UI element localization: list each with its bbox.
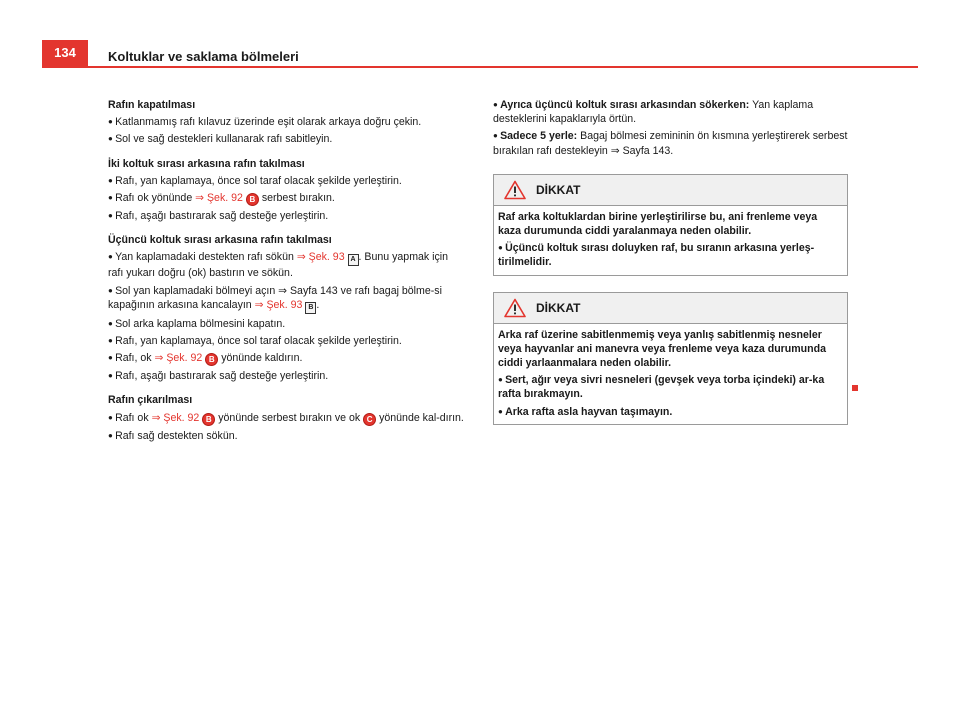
section-heading: Üçüncü koltuk sırası arkasına rafın takılması [108,234,332,247]
section-heading: İki koltuk sırası arkasına rafın takılması [108,157,305,170]
warning-content [494,324,847,424]
list-item: ● Rafı, aşağı bastırarak sağ desteğe yerleştirin. [108,209,464,223]
text: . [316,298,320,311]
figure-link[interactable]: ⇒ Şek. 92 [154,352,203,365]
list-item [108,191,464,206]
figure-link[interactable]: ⇒ Şek. 93 [254,298,303,311]
warning-box [493,292,848,425]
figure-marker-b: B [202,413,215,426]
list-item [108,411,464,426]
warning-header [494,175,847,206]
list-item [493,129,848,157]
list-item: ● Rafı, yan kaplamaya, önce sol taraf olacak şekilde yerleştirin. [108,334,464,348]
list-item [108,351,464,366]
text: Rafı, ok [115,352,152,365]
warning-triangle-icon [504,180,526,200]
list-item: ● Sol arka kaplama bölmesini kapatın. [108,317,464,331]
warning-content [494,206,847,275]
emphasis: Sadece 5 yerle: [500,130,578,143]
text: serbest bırakın. [261,192,335,205]
section-closing-shelf [108,98,464,147]
text: Rafı ok yönünde [115,192,193,205]
list-item [108,284,464,314]
list-item: ● Sert, ağır veya sivri nesneleri (gevşek veya torba içindeki) ar-ka rafta bırakmayın. [498,373,841,401]
list-item: ● Rafı, yan kaplamaya, önce sol taraf olacak şekilde yerleştirin. [108,174,464,188]
text: . Bunu yapmak için rafı yukarı doğru (ok) bastırın ve sökün. [108,251,449,280]
chapter-title: Koltuklar ve saklama bölmeleri [108,49,299,64]
emphasis: Ayrıca üçüncü koltuk sırası arkasından sökerken: [500,99,750,111]
list-item [493,98,848,126]
left-column [108,98,464,446]
section-removing-shelf [108,393,464,442]
section-install-two-rows [108,157,464,224]
list-item [108,250,464,280]
warning-header [494,293,847,324]
text: yönünde kaldırın. [221,352,303,365]
list-item: ● Rafı, aşağı bastırarak sağ desteğe yerleştirin. [108,369,464,383]
section-heading: Rafın kapatılması [108,99,196,111]
right-column [493,98,848,425]
page-header [0,0,960,70]
figure-link[interactable]: ⇒ Şek. 92 [195,192,243,205]
warning-title: DİKKAT [536,182,581,197]
warning-title: DİKKAT [536,300,581,315]
figure-marker-b: B [246,193,259,206]
text: Rafı ok [115,411,149,424]
figure-marker-b: B [305,302,316,314]
text: Yan kaplamadaki destekten rafı sökün [115,251,294,264]
warning-text: Arka raf üzerine sabitlenmemiş veya yanlış sabitlenmiş nesneler veya hayvanlar ani manevra veya frenleme veya kaza durumunda ciddi yarlaanmalara neden olabilir. [498,328,826,370]
end-of-section-marker [852,385,858,391]
figure-marker-a: A [348,254,359,266]
figure-link[interactable]: ⇒ Şek. 92 [151,411,200,424]
page-number: 134 [42,40,88,66]
list-item: ● Arka rafta asla hayvan taşımayın. [498,405,841,419]
figure-link[interactable]: ⇒ Şek. 93 [296,251,345,264]
section-install-third-row [108,233,464,383]
warning-box [493,174,848,276]
text: yönünde serbest bırakın ve ok [218,411,361,424]
figure-marker-c: C [363,413,376,426]
text: Yan kaplama desteklerini kapaklarıyla örtün. [493,99,814,126]
warning-triangle-icon [504,298,526,318]
list-item: ● Rafı sağ destekten sökün. [108,429,464,443]
warning-text: Raf arka koltuklardan birine yerleştirilirse bu, ani frenleme veya kaza durumunda ciddi yaralanmaya neden olabilir. [498,210,818,238]
text: Bagaj bölmesi zemininin ön kısmına yerleştirerek serbest bırakılan rafı destekleyin ⇒ Sayfa 143. [493,130,848,157]
text: yönünde kal-dırın. [379,411,464,424]
list-item: ● Sol ve sağ destekleri kullanarak rafı sabitleyin. [108,132,464,146]
text: Sol yan kaplamadaki bölmeyi açın ⇒ Sayfa 143 ve rafı bagaj bölme-si kapağının arkasına kancalayın [108,284,442,311]
figure-marker-b: B [205,353,218,366]
list-item: ● Üçüncü koltuk sırası doluyken raf, bu sıranın arkasına yerleş-tirilmelidir. [498,241,841,269]
section-heading: Rafın çıkarılması [108,394,193,407]
list-item: ● Katlanmamış rafı kılavuz üzerinde eşit olarak arkaya doğru çekin. [108,115,464,129]
header-divider [42,66,918,68]
